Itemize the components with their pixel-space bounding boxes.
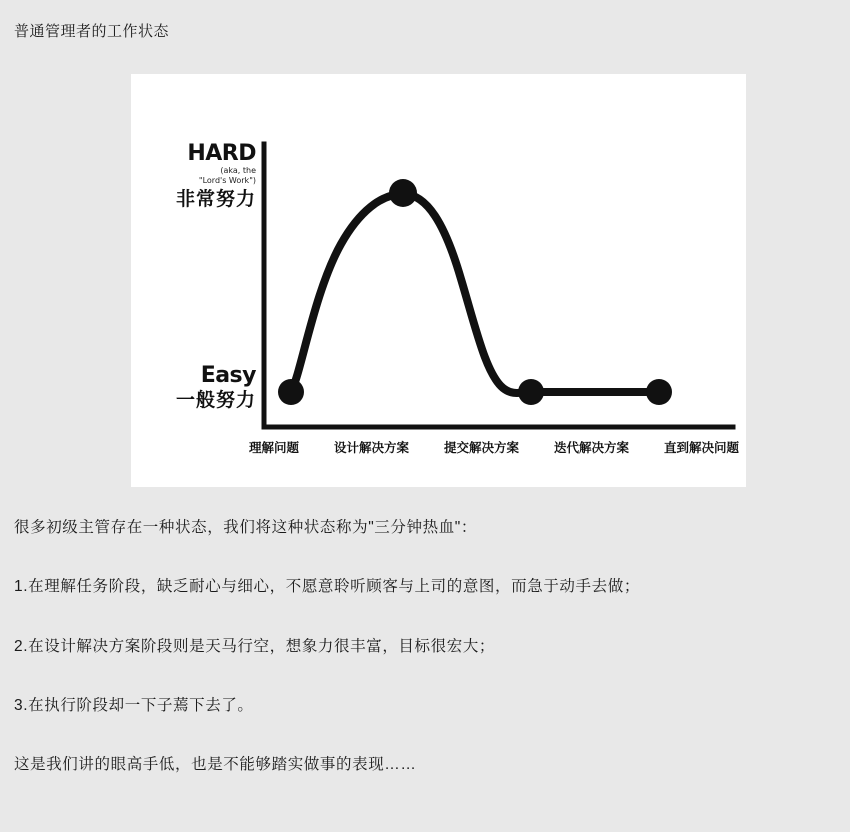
y-axis-label-hard-cn: 非常努力 xyxy=(175,189,256,211)
x-tick-label: 提交解决方案 xyxy=(443,441,519,455)
x-tick-label: 理解问题 xyxy=(249,441,300,455)
x-axis-tick-labels xyxy=(249,438,739,456)
body-paragraph: 3.在执行阶段却一下子蔫下去了。 xyxy=(14,696,254,714)
x-tick-label: 迭代解决方案 xyxy=(553,441,629,455)
data-point-marker xyxy=(518,379,544,405)
data-point-marker xyxy=(278,379,304,405)
y-axis-label-easy-en: Easy xyxy=(200,363,256,388)
y-axis-label-hard-sub-line1: (aka, the xyxy=(220,166,256,176)
work-state-line-chart xyxy=(131,74,746,487)
x-tick-label: 设计解决方案 xyxy=(333,441,409,455)
page-title: 普通管理者的工作状态 xyxy=(14,23,170,40)
y-axis-label-hard-sub-line2: "Lord's Work") xyxy=(198,176,256,186)
body-paragraph: 很多初级主管存在一种状态，我们将这种状态称为"三分钟热血"： xyxy=(14,519,478,536)
data-point-marker xyxy=(389,179,417,207)
body-paragraph: 这是我们讲的眼高手低，也是不能够踏实做事的表现…… xyxy=(14,756,417,773)
y-axis-label-hard-sub xyxy=(151,166,256,186)
data-point-marker xyxy=(646,379,672,405)
x-tick-label: 直到解决问题 xyxy=(663,441,739,455)
y-axis-label-hard-en: HARD xyxy=(187,141,256,166)
y-axis-label-easy xyxy=(151,364,256,411)
body-text xyxy=(14,516,834,776)
chart-figure-card xyxy=(131,74,746,487)
data-curve xyxy=(291,194,659,393)
y-axis-label-easy-cn: 一般努力 xyxy=(175,390,256,412)
body-paragraph: 2.在设计解决方案阶段则是天马行空，想象力很丰富，目标很宏大； xyxy=(14,637,496,655)
y-axis-label-hard xyxy=(151,142,256,210)
body-paragraph: 1.在理解任务阶段，缺乏耐心与细心，不愿意聆听顾客与上司的意图，而急于动手去做； xyxy=(14,578,640,596)
